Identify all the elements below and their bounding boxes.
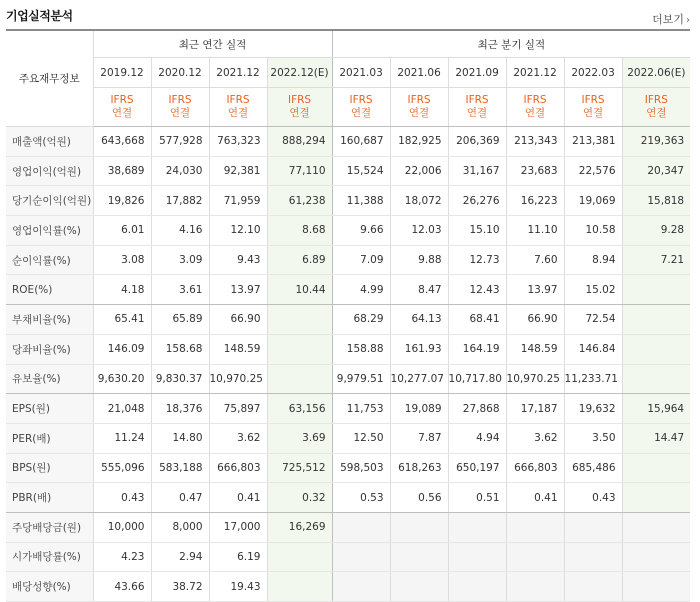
section-title: 기업실적분석 [6, 9, 73, 23]
standard-top-label: IFRS [287, 94, 312, 106]
table-row [6, 216, 690, 246]
table-cell [622, 275, 690, 305]
accounting-standard [564, 88, 622, 127]
table-row [6, 275, 690, 305]
table-cell [564, 542, 622, 572]
table-cell [448, 572, 506, 602]
chevron-right-icon: › [686, 15, 690, 26]
table-cell: 68.41 [448, 305, 506, 335]
accounting-standard [332, 88, 390, 127]
row-label: 부채비율(%) [6, 305, 93, 335]
table-cell: 65.41 [93, 305, 151, 335]
table-cell: 19,632 [564, 394, 622, 424]
table-cell: 7.87 [390, 423, 448, 453]
accounting-standard [622, 88, 690, 127]
period-header: 2021.12 [209, 58, 267, 88]
table-cell: 219,363 [622, 127, 690, 157]
table-row [6, 334, 690, 364]
standard-top-label: IFRS [581, 94, 605, 106]
row-label: ROE(%) [6, 275, 93, 305]
table-cell: 61,238 [267, 186, 332, 216]
table-cell [267, 542, 332, 572]
table-cell: 12.10 [209, 216, 267, 246]
table-cell: 598,503 [332, 453, 390, 483]
table-cell: 66.90 [209, 305, 267, 335]
table-cell: 16,223 [506, 186, 564, 216]
table-cell: 71,959 [209, 186, 267, 216]
table-row [6, 423, 690, 453]
table-cell: 0.41 [506, 483, 564, 513]
table-cell: 9.43 [209, 245, 267, 275]
standard-top-label: IFRS [465, 94, 489, 106]
table-cell: 14.80 [151, 423, 209, 453]
table-cell: 92,381 [209, 156, 267, 186]
table-cell [267, 572, 332, 602]
table-cell: 66.90 [506, 305, 564, 335]
table-cell: 666,803 [506, 453, 564, 483]
table-cell: 146.84 [564, 334, 622, 364]
table-cell: 10.58 [564, 216, 622, 246]
period-header: 2019.12 [93, 58, 151, 88]
table-cell: 65.89 [151, 305, 209, 335]
table-cell: 13.97 [506, 275, 564, 305]
table-cell: 8.94 [564, 245, 622, 275]
accounting-standard [209, 88, 267, 127]
standard-top-label: IFRS [644, 94, 668, 106]
table-cell: 10,970.25 [209, 364, 267, 394]
table-cell: 0.41 [209, 483, 267, 513]
annual-group-header: 최근 연간 실적 [93, 30, 332, 58]
standard-bottom-label: 연결 [111, 107, 133, 119]
table-cell: 148.59 [506, 334, 564, 364]
standard-top-label: IFRS [349, 94, 373, 106]
period-header: 2021.09 [448, 58, 506, 88]
table-cell [506, 542, 564, 572]
table-cell: 4.16 [151, 216, 209, 246]
table-cell: 77,110 [267, 156, 332, 186]
table-row [6, 127, 690, 157]
table-cell: 43.66 [93, 572, 151, 602]
table-cell [622, 572, 690, 602]
period-header: 2021.06 [390, 58, 448, 88]
period-header: 2021.12 [506, 58, 564, 88]
table-cell: 650,197 [448, 453, 506, 483]
table-row [6, 156, 690, 186]
table-cell: 8.68 [267, 216, 332, 246]
standard-bottom-label: 연결 [524, 107, 546, 119]
table-cell: 725,512 [267, 453, 332, 483]
table-cell: 685,486 [564, 453, 622, 483]
table-cell: 3.08 [93, 245, 151, 275]
period-header: 2022.03 [564, 58, 622, 88]
standard-bottom-label: 연결 [227, 107, 249, 119]
table-cell: 17,000 [209, 512, 267, 542]
table-cell: 64.13 [390, 305, 448, 335]
table-row [6, 572, 690, 602]
table-cell: 10,277.07 [390, 364, 448, 394]
table-cell: 4.94 [448, 423, 506, 453]
table-cell: 7.60 [506, 245, 564, 275]
table-cell [622, 512, 690, 542]
row-label: PER(배) [6, 423, 93, 453]
row-label: 당기순이익(억원) [6, 186, 93, 216]
table-cell [622, 542, 690, 572]
table-cell: 0.53 [332, 483, 390, 513]
table-cell: 68.29 [332, 305, 390, 335]
table-cell: 9,830.37 [151, 364, 209, 394]
table-cell: 160,687 [332, 127, 390, 157]
row-label: 영업이익(억원) [6, 156, 93, 186]
row-label: 배당성향(%) [6, 572, 93, 602]
quarter-group-header: 최근 분기 실적 [332, 30, 690, 58]
table-cell: 9,630.20 [93, 364, 151, 394]
table-cell: 3.61 [151, 275, 209, 305]
table-cell: 21,048 [93, 394, 151, 424]
table-cell: 18,072 [390, 186, 448, 216]
row-label: 시가배당률(%) [6, 542, 93, 572]
accounting-standard [448, 88, 506, 127]
table-cell: 555,096 [93, 453, 151, 483]
table-cell: 63,156 [267, 394, 332, 424]
table-cell: 0.43 [93, 483, 151, 513]
row-label: 영업이익률(%) [6, 216, 93, 246]
table-cell: 618,263 [390, 453, 448, 483]
table-cell [448, 542, 506, 572]
table-cell [267, 305, 332, 335]
row-label: EPS(원) [6, 394, 93, 424]
table-cell: 182,925 [390, 127, 448, 157]
table-cell: 38.72 [151, 572, 209, 602]
table-cell [390, 542, 448, 572]
table-cell: 11,753 [332, 394, 390, 424]
row-label: 당좌비율(%) [6, 334, 93, 364]
standard-top-label: IFRS [110, 94, 134, 106]
table-cell: 24,030 [151, 156, 209, 186]
more-label: 더보기 [652, 13, 684, 26]
standard-top-label: IFRS [226, 94, 250, 106]
table-cell: 14.47 [622, 423, 690, 453]
table-cell: 583,188 [151, 453, 209, 483]
standard-top-label: IFRS [168, 94, 192, 106]
table-cell [622, 483, 690, 513]
table-cell: 158.88 [332, 334, 390, 364]
table-cell: 763,323 [209, 127, 267, 157]
table-row [6, 512, 690, 542]
table-cell: 10,970.25 [506, 364, 564, 394]
row-label: PBR(배) [6, 483, 93, 513]
period-header: 2020.12 [151, 58, 209, 88]
standard-bottom-label: 연결 [582, 107, 604, 119]
table-cell: 38,689 [93, 156, 151, 186]
accounting-standard [506, 88, 564, 127]
table-row [6, 245, 690, 275]
accounting-standard [267, 88, 332, 127]
period-header: 2022.06(E) [622, 58, 690, 88]
table-cell [448, 512, 506, 542]
row-label: 주당배당금(원) [6, 512, 93, 542]
table-row [6, 542, 690, 572]
accounting-standard [151, 88, 209, 127]
table-cell [267, 334, 332, 364]
table-cell: 213,343 [506, 127, 564, 157]
financial-table [6, 29, 690, 602]
row-header-label: 주요재무정보 [6, 30, 93, 127]
table-cell: 22,576 [564, 156, 622, 186]
table-cell: 12.03 [390, 216, 448, 246]
standard-top-label: IFRS [407, 94, 431, 106]
row-label: 매출액(억원) [6, 127, 93, 157]
table-cell: 17,882 [151, 186, 209, 216]
table-cell: 19,069 [564, 186, 622, 216]
table-cell: 10,717.80 [448, 364, 506, 394]
table-cell [390, 512, 448, 542]
table-cell [622, 305, 690, 335]
table-cell [622, 453, 690, 483]
table-cell: 8.47 [390, 275, 448, 305]
table-cell: 4.23 [93, 542, 151, 572]
table-cell: 11,233.71 [564, 364, 622, 394]
table-cell [506, 572, 564, 602]
table-cell [564, 512, 622, 542]
accounting-standard [93, 88, 151, 127]
table-cell: 27,868 [448, 394, 506, 424]
table-cell [564, 572, 622, 602]
table-cell: 0.51 [448, 483, 506, 513]
table-cell: 13.97 [209, 275, 267, 305]
table-cell: 158.68 [151, 334, 209, 364]
row-label: 유보율(%) [6, 364, 93, 394]
standard-bottom-label: 연결 [466, 107, 488, 119]
table-cell [506, 512, 564, 542]
standard-top-label: IFRS [523, 94, 547, 106]
more-link[interactable] [652, 11, 690, 27]
table-cell [622, 364, 690, 394]
table-cell: 11.24 [93, 423, 151, 453]
table-cell: 75,897 [209, 394, 267, 424]
table-cell [390, 572, 448, 602]
table-cell: 3.62 [506, 423, 564, 453]
table-cell: 31,167 [448, 156, 506, 186]
standard-bottom-label: 연결 [408, 107, 430, 119]
table-cell: 20,347 [622, 156, 690, 186]
row-label: 순이익률(%) [6, 245, 93, 275]
table-cell: 15,524 [332, 156, 390, 186]
table-cell: 4.99 [332, 275, 390, 305]
table-cell: 19,089 [390, 394, 448, 424]
table-cell: 7.21 [622, 245, 690, 275]
table-cell: 15,964 [622, 394, 690, 424]
table-cell: 206,369 [448, 127, 506, 157]
table-row [6, 364, 690, 394]
table-cell: 643,668 [93, 127, 151, 157]
table-cell: 23,683 [506, 156, 564, 186]
table-row [6, 305, 690, 335]
row-label: BPS(원) [6, 453, 93, 483]
table-cell: 0.47 [151, 483, 209, 513]
table-cell: 12.50 [332, 423, 390, 453]
table-row [6, 483, 690, 513]
table-cell: 577,928 [151, 127, 209, 157]
table-cell: 0.32 [267, 483, 332, 513]
table-cell: 9,979.51 [332, 364, 390, 394]
table-cell: 6.89 [267, 245, 332, 275]
table-row [6, 453, 690, 483]
standard-bottom-label: 연결 [169, 107, 191, 119]
period-header: 2022.12(E) [267, 58, 332, 88]
table-cell: 666,803 [209, 453, 267, 483]
table-cell: 3.62 [209, 423, 267, 453]
table-cell: 213,381 [564, 127, 622, 157]
table-cell: 15.10 [448, 216, 506, 246]
table-cell: 16,269 [267, 512, 332, 542]
table-cell: 161.93 [390, 334, 448, 364]
table-cell [622, 334, 690, 364]
table-cell: 15,818 [622, 186, 690, 216]
table-cell: 164.19 [448, 334, 506, 364]
table-cell: 3.09 [151, 245, 209, 275]
table-cell: 6.19 [209, 542, 267, 572]
table-cell: 9.66 [332, 216, 390, 246]
period-header: 2021.03 [332, 58, 390, 88]
table-cell: 148.59 [209, 334, 267, 364]
standard-bottom-label: 연결 [646, 107, 667, 119]
table-cell: 0.56 [390, 483, 448, 513]
table-cell: 4.18 [93, 275, 151, 305]
table-cell [332, 512, 390, 542]
table-cell [332, 542, 390, 572]
table-cell: 7.09 [332, 245, 390, 275]
table-cell: 10,000 [93, 512, 151, 542]
table-cell: 72.54 [564, 305, 622, 335]
table-row [6, 186, 690, 216]
table-cell: 22,006 [390, 156, 448, 186]
table-cell [267, 364, 332, 394]
table-cell: 9.28 [622, 216, 690, 246]
standard-bottom-label: 연결 [350, 107, 372, 119]
table-cell: 9.88 [390, 245, 448, 275]
table-cell: 6.01 [93, 216, 151, 246]
table-cell [332, 572, 390, 602]
accounting-standard [390, 88, 448, 127]
table-cell: 15.02 [564, 275, 622, 305]
table-cell: 146.09 [93, 334, 151, 364]
table-cell: 11,388 [332, 186, 390, 216]
table-cell: 17,187 [506, 394, 564, 424]
table-cell: 10.44 [267, 275, 332, 305]
table-cell: 12.73 [448, 245, 506, 275]
table-cell: 18,376 [151, 394, 209, 424]
table-cell: 26,276 [448, 186, 506, 216]
table-cell: 11.10 [506, 216, 564, 246]
table-cell: 19.43 [209, 572, 267, 602]
standard-bottom-label: 연결 [289, 107, 310, 119]
table-cell: 888,294 [267, 127, 332, 157]
table-cell: 19,826 [93, 186, 151, 216]
table-row [6, 394, 690, 424]
table-cell: 0.43 [564, 483, 622, 513]
table-cell: 2.94 [151, 542, 209, 572]
table-cell: 12.43 [448, 275, 506, 305]
table-cell: 3.50 [564, 423, 622, 453]
table-cell: 8,000 [151, 512, 209, 542]
table-cell: 3.69 [267, 423, 332, 453]
